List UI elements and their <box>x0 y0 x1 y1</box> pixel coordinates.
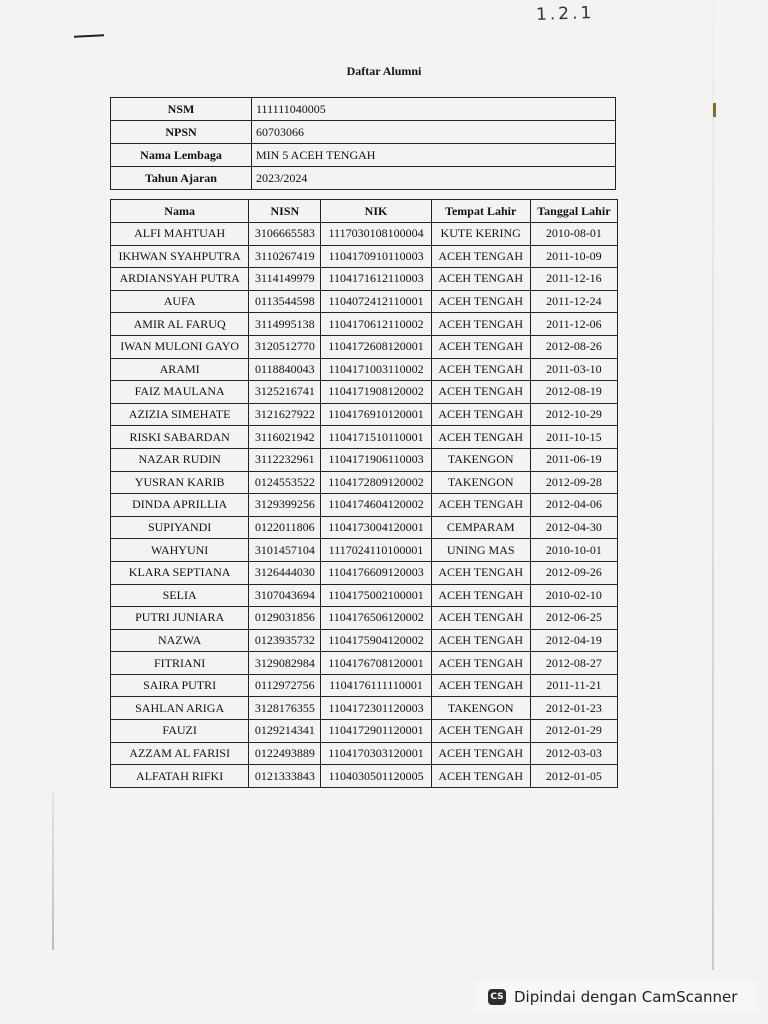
cell-tanggal-lahir: 2010-10-01 <box>530 539 617 562</box>
table-row <box>111 697 618 720</box>
cell-nama: IKHWAN SYAHPUTRA <box>111 245 249 268</box>
cell-nik: 1104175002100001 <box>321 584 431 607</box>
cell-tanggal-lahir: 2012-01-23 <box>530 697 617 720</box>
cell-nisn: 3125216741 <box>249 381 321 404</box>
table-row <box>111 494 618 517</box>
cell-tanggal-lahir: 2012-09-28 <box>530 471 617 494</box>
cell-nik: 1104170303120001 <box>321 742 431 765</box>
cell-tempat-lahir: KUTE KERING <box>431 223 530 246</box>
column-header: Tempat Lahir <box>431 200 530 223</box>
table-row <box>111 584 618 607</box>
cell-nik: 1104172608120001 <box>321 335 431 358</box>
column-header: Tanggal Lahir <box>530 200 617 223</box>
cell-nisn: 3120512770 <box>249 335 321 358</box>
table-row <box>111 448 618 471</box>
cell-tempat-lahir: CEMPARAM <box>431 516 530 539</box>
table-header-row <box>111 200 618 223</box>
cell-tanggal-lahir: 2012-03-03 <box>530 742 617 765</box>
cell-nik: 1104176910120001 <box>321 403 431 426</box>
cell-tempat-lahir: ACEH TENGAH <box>431 335 530 358</box>
pen-mark <box>74 34 104 38</box>
cell-nisn: 0118840043 <box>249 358 321 381</box>
cell-nisn: 3107043694 <box>249 584 321 607</box>
cell-nisn: 0112972756 <box>249 674 321 697</box>
cell-tanggal-lahir: 2012-04-30 <box>530 516 617 539</box>
info-label: Nama Lembaga <box>111 144 252 167</box>
cell-tempat-lahir: TAKENGON <box>431 448 530 471</box>
watermark-text: Dipindai dengan CamScanner <box>514 988 738 1006</box>
cell-tempat-lahir: TAKENGON <box>431 471 530 494</box>
cell-tanggal-lahir: 2011-10-15 <box>530 426 617 449</box>
table-row <box>111 539 618 562</box>
cell-tanggal-lahir: 2012-01-05 <box>530 765 617 788</box>
cell-tempat-lahir: ACEH TENGAH <box>431 561 530 584</box>
cell-tempat-lahir: ACEH TENGAH <box>431 268 530 291</box>
info-row <box>111 167 616 190</box>
cell-tempat-lahir: ACEH TENGAH <box>431 674 530 697</box>
table-row <box>111 268 618 291</box>
scan-mark <box>713 103 716 117</box>
cell-nisn: 3114995138 <box>249 313 321 336</box>
info-value: 60703066 <box>252 121 616 144</box>
cell-nik: 1104171003110002 <box>321 358 431 381</box>
table-row <box>111 674 618 697</box>
table-row <box>111 313 618 336</box>
table-row <box>111 335 618 358</box>
cell-nisn: 3106665583 <box>249 223 321 246</box>
cell-nama: SAIRA PUTRI <box>111 674 249 697</box>
cell-nisn: 3129399256 <box>249 494 321 517</box>
cell-nik: 1104072412110001 <box>321 290 431 313</box>
cell-tanggal-lahir: 2012-09-26 <box>530 561 617 584</box>
cell-nama: ARDIANSYAH PUTRA <box>111 268 249 291</box>
cell-nik: 1104174604120002 <box>321 494 431 517</box>
info-label: NPSN <box>111 121 252 144</box>
cell-nik: 1117030108100004 <box>321 223 431 246</box>
cell-tempat-lahir: ACEH TENGAH <box>431 607 530 630</box>
camscanner-logo-icon: CS <box>488 989 506 1005</box>
table-row <box>111 471 618 494</box>
cell-tanggal-lahir: 2012-08-19 <box>530 381 617 404</box>
cell-nisn: 3110267419 <box>249 245 321 268</box>
cell-nisn: 3116021942 <box>249 426 321 449</box>
info-value: 111111040005 <box>252 98 616 121</box>
info-row <box>111 98 616 121</box>
table-row <box>111 516 618 539</box>
cell-nisn: 0123935732 <box>249 629 321 652</box>
cell-nama: AUFA <box>111 290 249 313</box>
cell-nama: WAHYUNI <box>111 539 249 562</box>
cell-nik: 1104171510110001 <box>321 426 431 449</box>
cell-nisn: 0129031856 <box>249 607 321 630</box>
cell-tanggal-lahir: 2011-12-16 <box>530 268 617 291</box>
cell-tanggal-lahir: 2011-12-06 <box>530 313 617 336</box>
table-row <box>111 742 618 765</box>
info-label: NSM <box>111 98 252 121</box>
cell-tempat-lahir: ACEH TENGAH <box>431 765 530 788</box>
cell-nik: 1104030501120005 <box>321 765 431 788</box>
table-row <box>111 720 618 743</box>
cell-tanggal-lahir: 2012-08-26 <box>530 335 617 358</box>
cell-nama: FAUZI <box>111 720 249 743</box>
cell-nisn: 0124553522 <box>249 471 321 494</box>
paper-edge <box>52 790 54 950</box>
table-row <box>111 358 618 381</box>
cell-nama: SUPIYANDI <box>111 516 249 539</box>
cell-nama: PUTRI JUNIARA <box>111 607 249 630</box>
cell-nama: KLARA SEPTIANA <box>111 561 249 584</box>
cell-tempat-lahir: ACEH TENGAH <box>431 584 530 607</box>
cell-tempat-lahir: ACEH TENGAH <box>431 290 530 313</box>
cell-nama: AZIZIA SIMEHATE <box>111 403 249 426</box>
cell-nik: 1104171906110003 <box>321 448 431 471</box>
cell-tanggal-lahir: 2011-10-09 <box>530 245 617 268</box>
info-label: Tahun Ajaran <box>111 167 252 190</box>
cell-tempat-lahir: ACEH TENGAH <box>431 426 530 449</box>
cell-nisn: 0122493889 <box>249 742 321 765</box>
cell-nisn: 3114149979 <box>249 268 321 291</box>
table-row <box>111 629 618 652</box>
table-row <box>111 403 618 426</box>
cell-tempat-lahir: ACEH TENGAH <box>431 245 530 268</box>
cell-nama: SELIA <box>111 584 249 607</box>
cell-nik: 1104175904120002 <box>321 629 431 652</box>
cell-tempat-lahir: ACEH TENGAH <box>431 652 530 675</box>
table-row <box>111 290 618 313</box>
info-value: 2023/2024 <box>252 167 616 190</box>
cell-nama: AMIR AL FARUQ <box>111 313 249 336</box>
cell-tempat-lahir: ACEH TENGAH <box>431 720 530 743</box>
info-value: MIN 5 ACEH TENGAH <box>252 144 616 167</box>
cell-nik: 1104172809120002 <box>321 471 431 494</box>
cell-nisn: 0113544598 <box>249 290 321 313</box>
cell-nama: DINDA APRILLIA <box>111 494 249 517</box>
cell-tanggal-lahir: 2012-04-19 <box>530 629 617 652</box>
cell-nisn: 3126444030 <box>249 561 321 584</box>
cell-tanggal-lahir: 2010-08-01 <box>530 223 617 246</box>
cell-nik: 1104176609120003 <box>321 561 431 584</box>
table-row <box>111 765 618 788</box>
school-info-table <box>110 97 616 190</box>
cell-tempat-lahir: ACEH TENGAH <box>431 742 530 765</box>
alumni-table <box>110 199 618 788</box>
column-header: NIK <box>321 200 431 223</box>
cell-tanggal-lahir: 2012-06-25 <box>530 607 617 630</box>
cell-nisn: 3121627922 <box>249 403 321 426</box>
cell-nik: 1104171908120002 <box>321 381 431 404</box>
cell-tempat-lahir: ACEH TENGAH <box>431 358 530 381</box>
cell-nama: YUSRAN KARIB <box>111 471 249 494</box>
column-header: NISN <box>249 200 321 223</box>
cell-nama: NAZAR RUDIN <box>111 448 249 471</box>
cell-tempat-lahir: UNING MAS <box>431 539 530 562</box>
cell-tempat-lahir: ACEH TENGAH <box>431 313 530 336</box>
info-row <box>111 144 616 167</box>
cell-tanggal-lahir: 2012-04-06 <box>530 494 617 517</box>
cell-tanggal-lahir: 2011-11-21 <box>530 674 617 697</box>
cell-nama: FITRIANI <box>111 652 249 675</box>
cell-nisn: 3101457104 <box>249 539 321 562</box>
cell-tanggal-lahir: 2012-01-29 <box>530 720 617 743</box>
cell-tanggal-lahir: 2010-02-10 <box>530 584 617 607</box>
cell-nik: 1104172901120001 <box>321 720 431 743</box>
cell-nama: NAZWA <box>111 629 249 652</box>
cell-tanggal-lahir: 2012-10-29 <box>530 403 617 426</box>
cell-nik: 1104171612110003 <box>321 268 431 291</box>
cell-tempat-lahir: ACEH TENGAH <box>431 381 530 404</box>
cell-nisn: 3112232961 <box>249 448 321 471</box>
cell-nik: 1104170910110003 <box>321 245 431 268</box>
page-title: Daftar Alumni <box>346 64 422 78</box>
cell-nisn: 0121333843 <box>249 765 321 788</box>
cell-nik: 1104176506120002 <box>321 607 431 630</box>
cell-nama: AZZAM AL FARISI <box>111 742 249 765</box>
cell-tempat-lahir: ACEH TENGAH <box>431 629 530 652</box>
camscanner-watermark <box>476 982 756 1012</box>
column-header: Nama <box>111 200 249 223</box>
paper-edge <box>712 0 714 970</box>
table-row <box>111 223 618 246</box>
cell-nisn: 3129082984 <box>249 652 321 675</box>
cell-nama: SAHLAN ARIGA <box>111 697 249 720</box>
cell-nama: ALFI MAHTUAH <box>111 223 249 246</box>
cell-nik: 1104170612110002 <box>321 313 431 336</box>
cell-nik: 1117024110100001 <box>321 539 431 562</box>
cell-tanggal-lahir: 2011-03-10 <box>530 358 617 381</box>
cell-nik: 1104176708120001 <box>321 652 431 675</box>
cell-tanggal-lahir: 2012-08-27 <box>530 652 617 675</box>
handwritten-note: 1.2.1 <box>535 2 595 26</box>
cell-nik: 1104176111110001 <box>321 674 431 697</box>
cell-tempat-lahir: ACEH TENGAH <box>431 494 530 517</box>
cell-tempat-lahir: TAKENGON <box>431 697 530 720</box>
cell-nisn: 0129214341 <box>249 720 321 743</box>
info-row <box>111 121 616 144</box>
table-row <box>111 652 618 675</box>
cell-tanggal-lahir: 2011-06-19 <box>530 448 617 471</box>
cell-nisn: 3128176355 <box>249 697 321 720</box>
table-row <box>111 381 618 404</box>
cell-nama: ARAMI <box>111 358 249 381</box>
table-row <box>111 245 618 268</box>
cell-nama: FAIZ MAULANA <box>111 381 249 404</box>
cell-nama: ALFATAH RIFKI <box>111 765 249 788</box>
cell-nama: IWAN MULONI GAYO <box>111 335 249 358</box>
table-row <box>111 426 618 449</box>
cell-nik: 1104173004120001 <box>321 516 431 539</box>
cell-nik: 1104172301120003 <box>321 697 431 720</box>
table-row <box>111 607 618 630</box>
cell-tempat-lahir: ACEH TENGAH <box>431 403 530 426</box>
cell-tanggal-lahir: 2011-12-24 <box>530 290 617 313</box>
table-row <box>111 561 618 584</box>
cell-nama: RISKI SABARDAN <box>111 426 249 449</box>
cell-nisn: 0122011806 <box>249 516 321 539</box>
